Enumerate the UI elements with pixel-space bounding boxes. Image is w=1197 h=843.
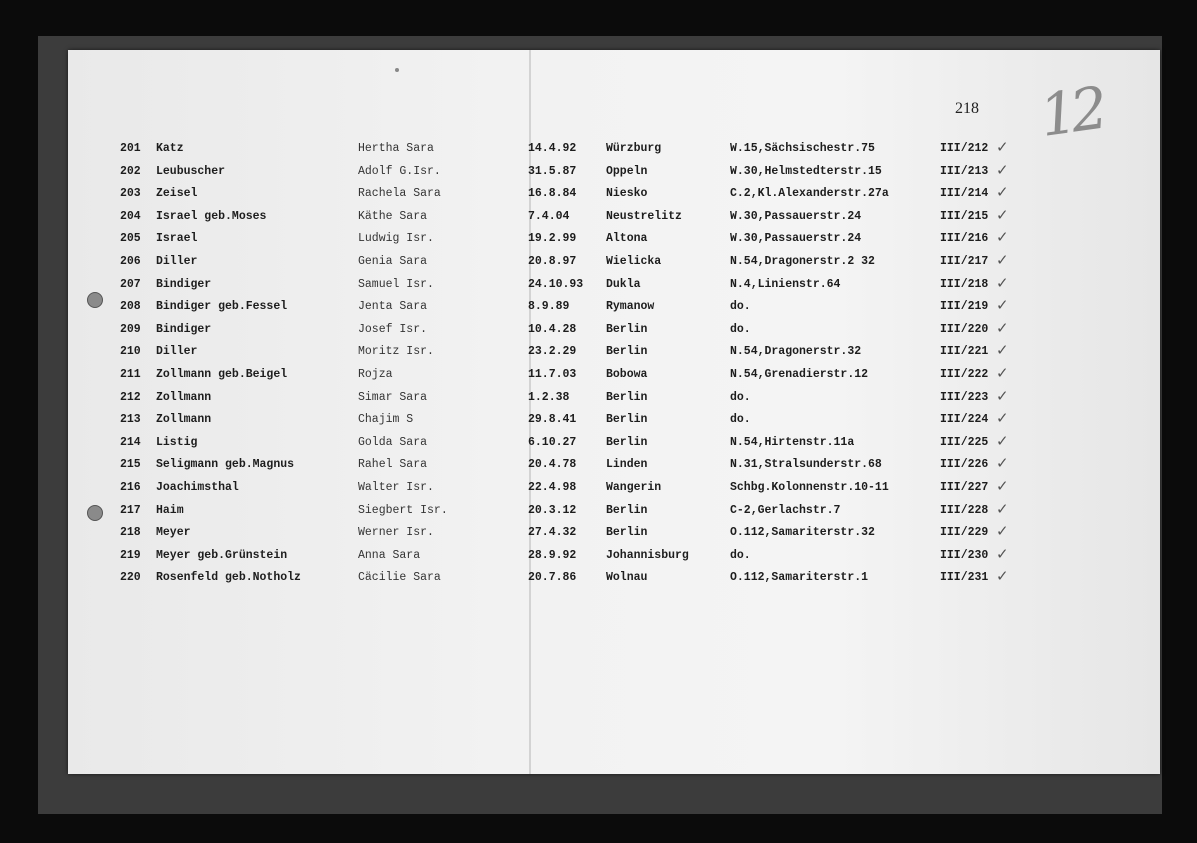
record-birth-date: 31.5.87 [528,164,577,178]
record-birth-place: Berlin [606,322,648,336]
handwritten-mark: 12 [1035,74,1107,150]
record-reference: III/220 [940,322,989,336]
record-address: do. [730,300,751,314]
record-birth-date: 28.9.92 [528,548,577,562]
record-given-name: Käthe Sara [358,209,428,223]
record-birth-place: Berlin [606,526,648,540]
record-surname: Israel geb.Moses [156,209,267,223]
record-reference: III/215 [940,209,989,223]
record-number: 205 [120,232,141,246]
record-reference: III/229 [940,526,989,540]
record-given-name: Genia Sara [358,255,428,268]
record-given-name: Jenta Sara [358,300,428,314]
record-reference: III/223 [940,390,989,404]
check-mark-icon: ✓ [996,205,1009,224]
record-given-name: Walter Isr. [358,481,434,494]
record-number: 203 [120,187,141,201]
record-given-name: Hertha Sara [358,142,434,155]
record-address: do. [730,413,751,427]
record-reference: III/217 [940,255,989,268]
record-number: 217 [120,503,141,517]
record-given-name: Simar Sara [358,390,428,404]
record-number: 214 [120,435,141,449]
record-address: N.31,Stralsunderstr.68 [730,458,882,472]
check-mark-icon: ✓ [996,228,1009,247]
record-given-name: Cäcilie Sara [358,571,441,585]
record-birth-date: 10.4.28 [528,322,577,336]
record-surname: Seligmann geb.Magnus [156,458,295,472]
check-mark-icon: ✓ [996,364,1009,382]
record-surname: Leubuscher [156,164,226,178]
record-birth-place: Berlin [606,435,648,449]
record-birth-date: 11.7.03 [528,368,577,381]
table-row [0,205,1197,230]
record-given-name: Adolf G.Isr. [358,164,441,178]
check-mark-icon: ✓ [996,138,1009,156]
check-mark-icon: ✓ [996,454,1009,473]
record-surname: Joachimsthal [156,481,239,494]
record-address: O.112,Samariterstr.32 [730,526,875,540]
record-reference: III/218 [940,277,989,291]
record-address: do. [730,390,751,404]
check-mark-icon: ✓ [996,251,1009,269]
record-reference: III/224 [940,413,989,427]
record-surname: Bindiger [156,277,212,291]
record-given-name: Rahel Sara [358,458,428,472]
record-number: 220 [120,571,141,585]
record-birth-date: 20.4.78 [528,458,577,472]
page-number: 218 [955,100,979,117]
record-reference: III/228 [940,503,989,517]
record-reference: III/212 [940,142,989,155]
record-reference: III/227 [940,481,989,494]
record-birth-place: Linden [606,458,648,472]
record-birth-date: 6.10.27 [528,435,577,449]
record-reference: III/219 [940,300,989,314]
check-mark-icon: ✓ [996,386,1009,405]
check-mark-icon: ✓ [996,296,1009,315]
record-birth-place: Bobowa [606,368,648,381]
record-birth-place: Berlin [606,503,648,517]
table-row [0,409,1197,433]
record-address: O.112,Samariterstr.1 [730,571,869,585]
record-surname: Zollmann [156,390,212,404]
check-mark-icon: ✓ [996,318,1009,337]
record-given-name: Rachela Sara [358,187,441,201]
record-number: 219 [120,548,141,562]
record-address: N.4,Linienstr.64 [730,277,841,291]
record-address: N.54,Dragonerstr.32 [730,345,862,359]
check-mark-icon: ✓ [996,477,1009,495]
record-number: 204 [120,209,141,223]
record-birth-date: 19.2.99 [528,232,577,246]
record-reference: III/221 [940,345,989,359]
record-given-name: Siegbert Isr. [358,503,448,517]
record-surname: Listig [156,435,198,449]
record-surname: Zollmann geb.Beigel [156,368,288,381]
record-reference: III/226 [940,458,989,472]
record-address: N.54,Grenadierstr.12 [730,368,869,381]
record-birth-date: 14.4.92 [528,142,577,155]
check-mark-icon: ✓ [996,273,1009,292]
table-row [0,477,1197,501]
record-birth-place: Niesko [606,187,648,201]
table-row [0,386,1197,411]
record-address: W.15,Sächsischestr.75 [730,142,875,155]
record-surname: Diller [156,345,198,359]
record-birth-date: 22.4.98 [528,481,577,494]
table-row [0,544,1197,569]
record-given-name: Moritz Isr. [358,345,434,359]
table-row [0,251,1197,275]
record-address: W.30,Helmstedterstr.15 [730,164,882,178]
record-surname: Israel [156,232,198,246]
check-mark-icon: ✓ [996,522,1009,541]
table-row [0,138,1197,162]
record-birth-date: 7.4.04 [528,209,570,223]
record-number: 213 [120,413,141,427]
record-surname: Rosenfeld geb.Notholz [156,571,301,585]
record-given-name: Josef Isr. [358,322,428,336]
record-birth-place: Berlin [606,390,648,404]
record-birth-date: 16.8.84 [528,187,577,201]
record-birth-place: Altona [606,232,648,246]
record-birth-place: Rymanow [606,300,655,314]
record-given-name: Chajim S [358,413,414,427]
table-row [0,228,1197,252]
record-birth-date: 27.4.32 [528,526,577,540]
check-mark-icon: ✓ [996,499,1009,518]
record-surname: Meyer [156,526,191,540]
check-mark-icon: ✓ [996,431,1009,450]
record-number: 212 [120,390,141,404]
record-surname: Diller [156,255,198,268]
record-birth-date: 24.10.93 [528,277,584,291]
record-surname: Bindiger geb.Fessel [156,300,288,314]
check-mark-icon: ✓ [996,341,1009,360]
record-surname: Meyer geb.Grünstein [156,548,288,562]
record-birth-date: 23.2.29 [528,345,577,359]
record-surname: Haim [156,503,184,517]
record-reference: III/230 [940,548,989,562]
record-number: 216 [120,481,141,494]
record-address: N.54,Dragonerstr.2 32 [730,255,875,268]
record-given-name: Samuel Isr. [358,277,434,291]
record-number: 218 [120,526,141,540]
record-address: N.54,Hirtenstr.11a [730,435,855,449]
record-birth-place: Dukla [606,277,641,291]
record-number: 206 [120,255,141,268]
record-birth-place: Berlin [606,413,648,427]
record-birth-place: Berlin [606,345,648,359]
record-birth-date: 29.8.41 [528,413,577,427]
record-birth-place: Würzburg [606,142,662,155]
table-row [0,160,1197,185]
record-birth-date: 8.9.89 [528,300,570,314]
table-row [0,454,1197,478]
record-birth-date: 1.2.38 [528,390,570,404]
record-number: 210 [120,345,141,359]
record-number: 209 [120,322,141,336]
record-number: 202 [120,164,141,178]
table-row [0,499,1197,524]
record-given-name: Werner Isr. [358,526,434,540]
record-birth-place: Oppeln [606,164,648,178]
table-row [0,431,1197,456]
record-birth-place: Johannisburg [606,548,689,562]
table-row [0,183,1197,207]
record-reference: III/213 [940,164,989,178]
check-mark-icon: ✓ [996,409,1009,428]
record-birth-place: Wielicka [606,255,662,268]
table-row [0,296,1197,320]
table-row [0,318,1197,343]
table-row [0,522,1197,546]
record-surname: Katz [156,142,184,155]
record-birth-date: 20.7.86 [528,571,577,585]
table-row [0,567,1197,591]
record-reference: III/222 [940,368,989,381]
record-reference: III/216 [940,232,989,246]
table-row [0,273,1197,298]
table-row [0,364,1197,388]
record-address: W.30,Passauerstr.24 [730,232,862,246]
check-mark-icon: ✓ [996,160,1009,179]
record-reference: III/231 [940,571,989,585]
check-mark-icon: ✓ [996,567,1009,586]
record-number: 215 [120,458,141,472]
record-reference: III/214 [940,187,989,201]
check-mark-icon: ✓ [996,544,1009,563]
record-surname: Bindiger [156,322,212,336]
record-birth-place: Wolnau [606,571,648,585]
record-given-name: Anna Sara [358,548,421,562]
record-address: C.2,Kl.Alexanderstr.27a [730,187,889,201]
record-birth-date: 20.3.12 [528,503,577,517]
record-given-name: Rojza [358,368,393,381]
ink-smudge [395,68,399,72]
record-number: 201 [120,142,141,155]
record-address: W.30,Passauerstr.24 [730,209,862,223]
record-birth-date: 20.8.97 [528,255,577,268]
record-address: Schbg.Kolonnenstr.10-11 [730,481,889,494]
check-mark-icon: ✓ [996,183,1009,202]
record-address: do. [730,322,751,336]
record-reference: III/225 [940,435,989,449]
record-address: C-2,Gerlachstr.7 [730,503,841,517]
record-given-name: Golda Sara [358,435,428,449]
record-number: 208 [120,300,141,314]
record-address: do. [730,548,751,562]
record-birth-place: Wangerin [606,481,662,494]
record-number: 211 [120,368,141,381]
table-row [0,341,1197,365]
record-number: 207 [120,277,141,291]
record-surname: Zollmann [156,413,212,427]
record-surname: Zeisel [156,187,198,201]
record-given-name: Ludwig Isr. [358,232,434,246]
record-birth-place: Neustrelitz [606,209,682,223]
